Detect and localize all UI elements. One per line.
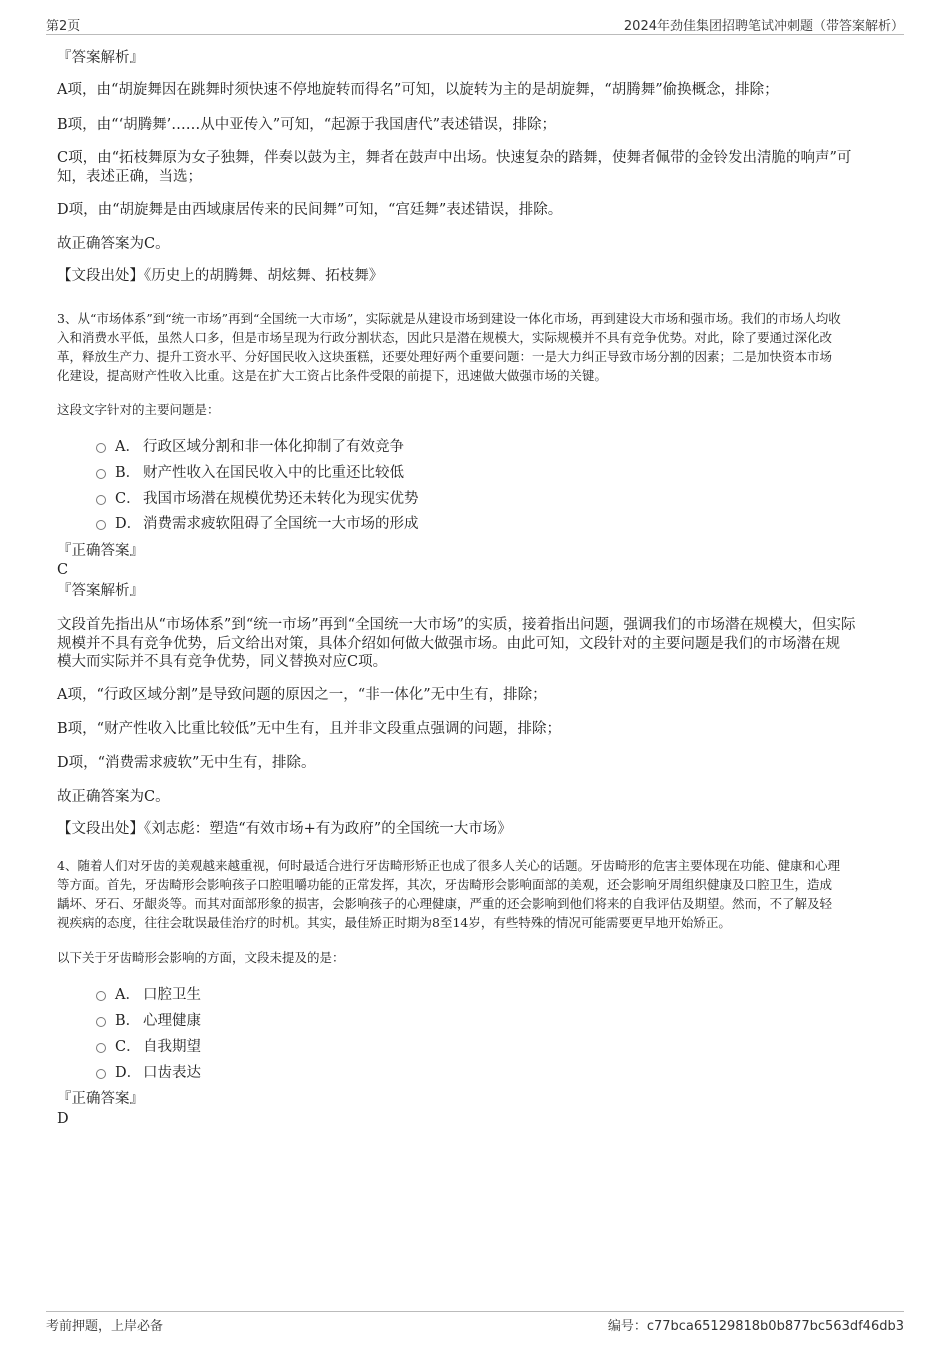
q3-analysis-line1: 文段首先指出从“市场体系”到“统一市场”再到“全国统一大市场”的实质，接着指出问题，强调我们的市场潜在规模大，但实际	[57, 617, 856, 633]
q3-analysis-label: 『答案解析』	[57, 583, 144, 599]
radio-icon[interactable]	[96, 991, 106, 1001]
q3-answer-label: 『正确答案』	[57, 543, 144, 559]
footer-slogan: 考前押题，上岸必备	[46, 1319, 164, 1334]
q2-analysis-c-line2: 知，表述正确，当选；	[57, 169, 202, 185]
q3-conclusion: 故正确答案为C。	[57, 789, 170, 805]
q3-analysis-line3: 模大而实际并不具有竞争优势，同义替换对应C项。	[57, 654, 388, 670]
q3-passage-line4: 化建设，提高财产性收入比重。这是在扩大工资占比条件受限的前提下，迅速做大做强市场的关键。	[57, 368, 608, 383]
page-footer	[46, 1311, 904, 1334]
q4-answer: D	[57, 1111, 69, 1127]
q3-analysis-b: B项，“财产性收入比重比较低”无中生有，且并非文段重点强调的问题，排除；	[57, 721, 561, 737]
q2-analysis-a: A项，由“胡旋舞因在跳舞时须快速不停地旋转而得名”可知，以旋转为主的是胡旋舞，“胡腾舞”偷换概念，排除；	[57, 82, 779, 98]
q3-option-a[interactable]: A． 行政区域分割和非一体化抑制了有效竞争	[96, 437, 404, 457]
q2-analysis-b: B项，由“‘胡腾舞’……从中亚传入”可知，“起源于我国唐代”表述错误，排除；	[57, 117, 557, 133]
q2-analysis-d: D项，由“胡旋舞是由西域康居传来的民间舞”可知，“宫廷舞”表述错误，排除。	[57, 202, 563, 218]
q2-analysis-c-line1: C项，由“拓枝舞原为女子独舞，伴奏以鼓为主，舞者在鼓声中出场。快速复杂的踏舞，使舞者佩带的金铃发出清脆的响声”可	[57, 150, 852, 166]
page-header	[46, 14, 904, 35]
q3-option-b[interactable]: B． 财产性收入在国民收入中的比重还比较低	[96, 463, 404, 483]
q4-option-a[interactable]: A． 口腔卫生	[96, 985, 201, 1005]
radio-icon[interactable]	[96, 1069, 106, 1079]
q3-analysis-line2: 规模并不具有竞争优势，后文给出对策，具体介绍如何做大做强市场。由此可知，文段针对的主要问题是我们的市场潜在规	[57, 636, 840, 652]
q4-passage-line2: 等方面。首先，牙齿畸形会影响孩子口腔咀嚼功能的正常发挥，其次，牙齿畸形会影响面部的美观，还会影响牙周组织健康及口腔卫生，造成	[57, 877, 833, 892]
radio-icon[interactable]	[96, 443, 106, 453]
q3-passage-line2: 入和消费水平低，虽然人口多，但是市场呈现为行政分割状态，因此只是潜在规模大，实际规模并不具有竞争优势。对此，除了要通过深化改	[57, 330, 833, 345]
q2-source: 【文段出处】《历史上的胡腾舞、胡炫舞、拓枝舞》	[57, 268, 384, 284]
radio-icon[interactable]	[96, 495, 106, 505]
q4-option-d[interactable]: D． 口齿表达	[96, 1063, 201, 1083]
q3-analysis-a: A项，“行政区域分割”是导致问题的原因之一，“非一体化”无中生有，排除；	[57, 687, 547, 703]
q4-passage-line3: 龋坏、牙石、牙龈炎等。而其对面部形象的损害，会影响孩子的心理健康，严重的还会影响到他们将来的自我评估及期望。然而，不了解及轻	[57, 896, 833, 911]
q3-answer: C	[57, 562, 69, 578]
q3-question: 这段文字针对的主要问题是：	[57, 402, 220, 417]
q3-analysis-d: D项，“消费需求疲软”无中生有，排除。	[57, 755, 316, 771]
q3-option-d[interactable]: D． 消费需求疲软阻碍了全国统一大市场的形成	[96, 514, 419, 534]
q3-source: 【文段出处】《刘志彪：塑造“有效市场+有为政府”的全国统一大市场》	[57, 821, 512, 837]
q4-passage-line1: 4、随着人们对牙齿的美观越来越重视，何时最适合进行牙齿畸形矫正也成了很多人关心的话题。牙齿畸形的危害主要体现在功能、健康和心理	[57, 858, 840, 873]
q4-passage-line4: 视疾病的态度，往往会耽误最佳治疗的时机。其实，最佳矫正时期为8至14岁，有些特殊的情况可能需要更早地开始矫正。	[57, 915, 731, 930]
radio-icon[interactable]	[96, 520, 106, 530]
radio-icon[interactable]	[96, 1017, 106, 1027]
q4-answer-label: 『正确答案』	[57, 1091, 144, 1107]
q2-conclusion: 故正确答案为C。	[57, 236, 170, 252]
radio-icon[interactable]	[96, 1043, 106, 1053]
q3-passage-line3: 革，释放生产力、提升工资水平、分好国民收入这块蛋糕，还要处理好两个重要问题：一是大力纠正导致市场分割的因素；二是加快资本市场	[57, 349, 833, 364]
q2-analysis-label: 『答案解析』	[57, 50, 144, 66]
q3-option-c[interactable]: C． 我国市场潜在规模优势还未转化为现实优势	[96, 489, 419, 509]
page-number: 第2页	[46, 19, 81, 34]
radio-icon[interactable]	[96, 469, 106, 479]
document-title: 2024年劲佳集团招聘笔试冲刺题（带答案解析）	[623, 19, 904, 34]
q4-option-c[interactable]: C． 自我期望	[96, 1037, 201, 1057]
document-code: 编号：c77bca65129818b0b877bc563df46db3	[607, 1319, 904, 1334]
q4-question: 以下关于牙齿畸形会影响的方面，文段未提及的是：	[57, 950, 345, 965]
q4-option-b[interactable]: B． 心理健康	[96, 1011, 201, 1031]
q3-passage-line1: 3、从“市场体系”到“统一市场”再到“全国统一大市场”，实际就是从建设市场到建设一体化市场，再到建设大市场和强市场。我们的市场人均收	[57, 311, 841, 326]
